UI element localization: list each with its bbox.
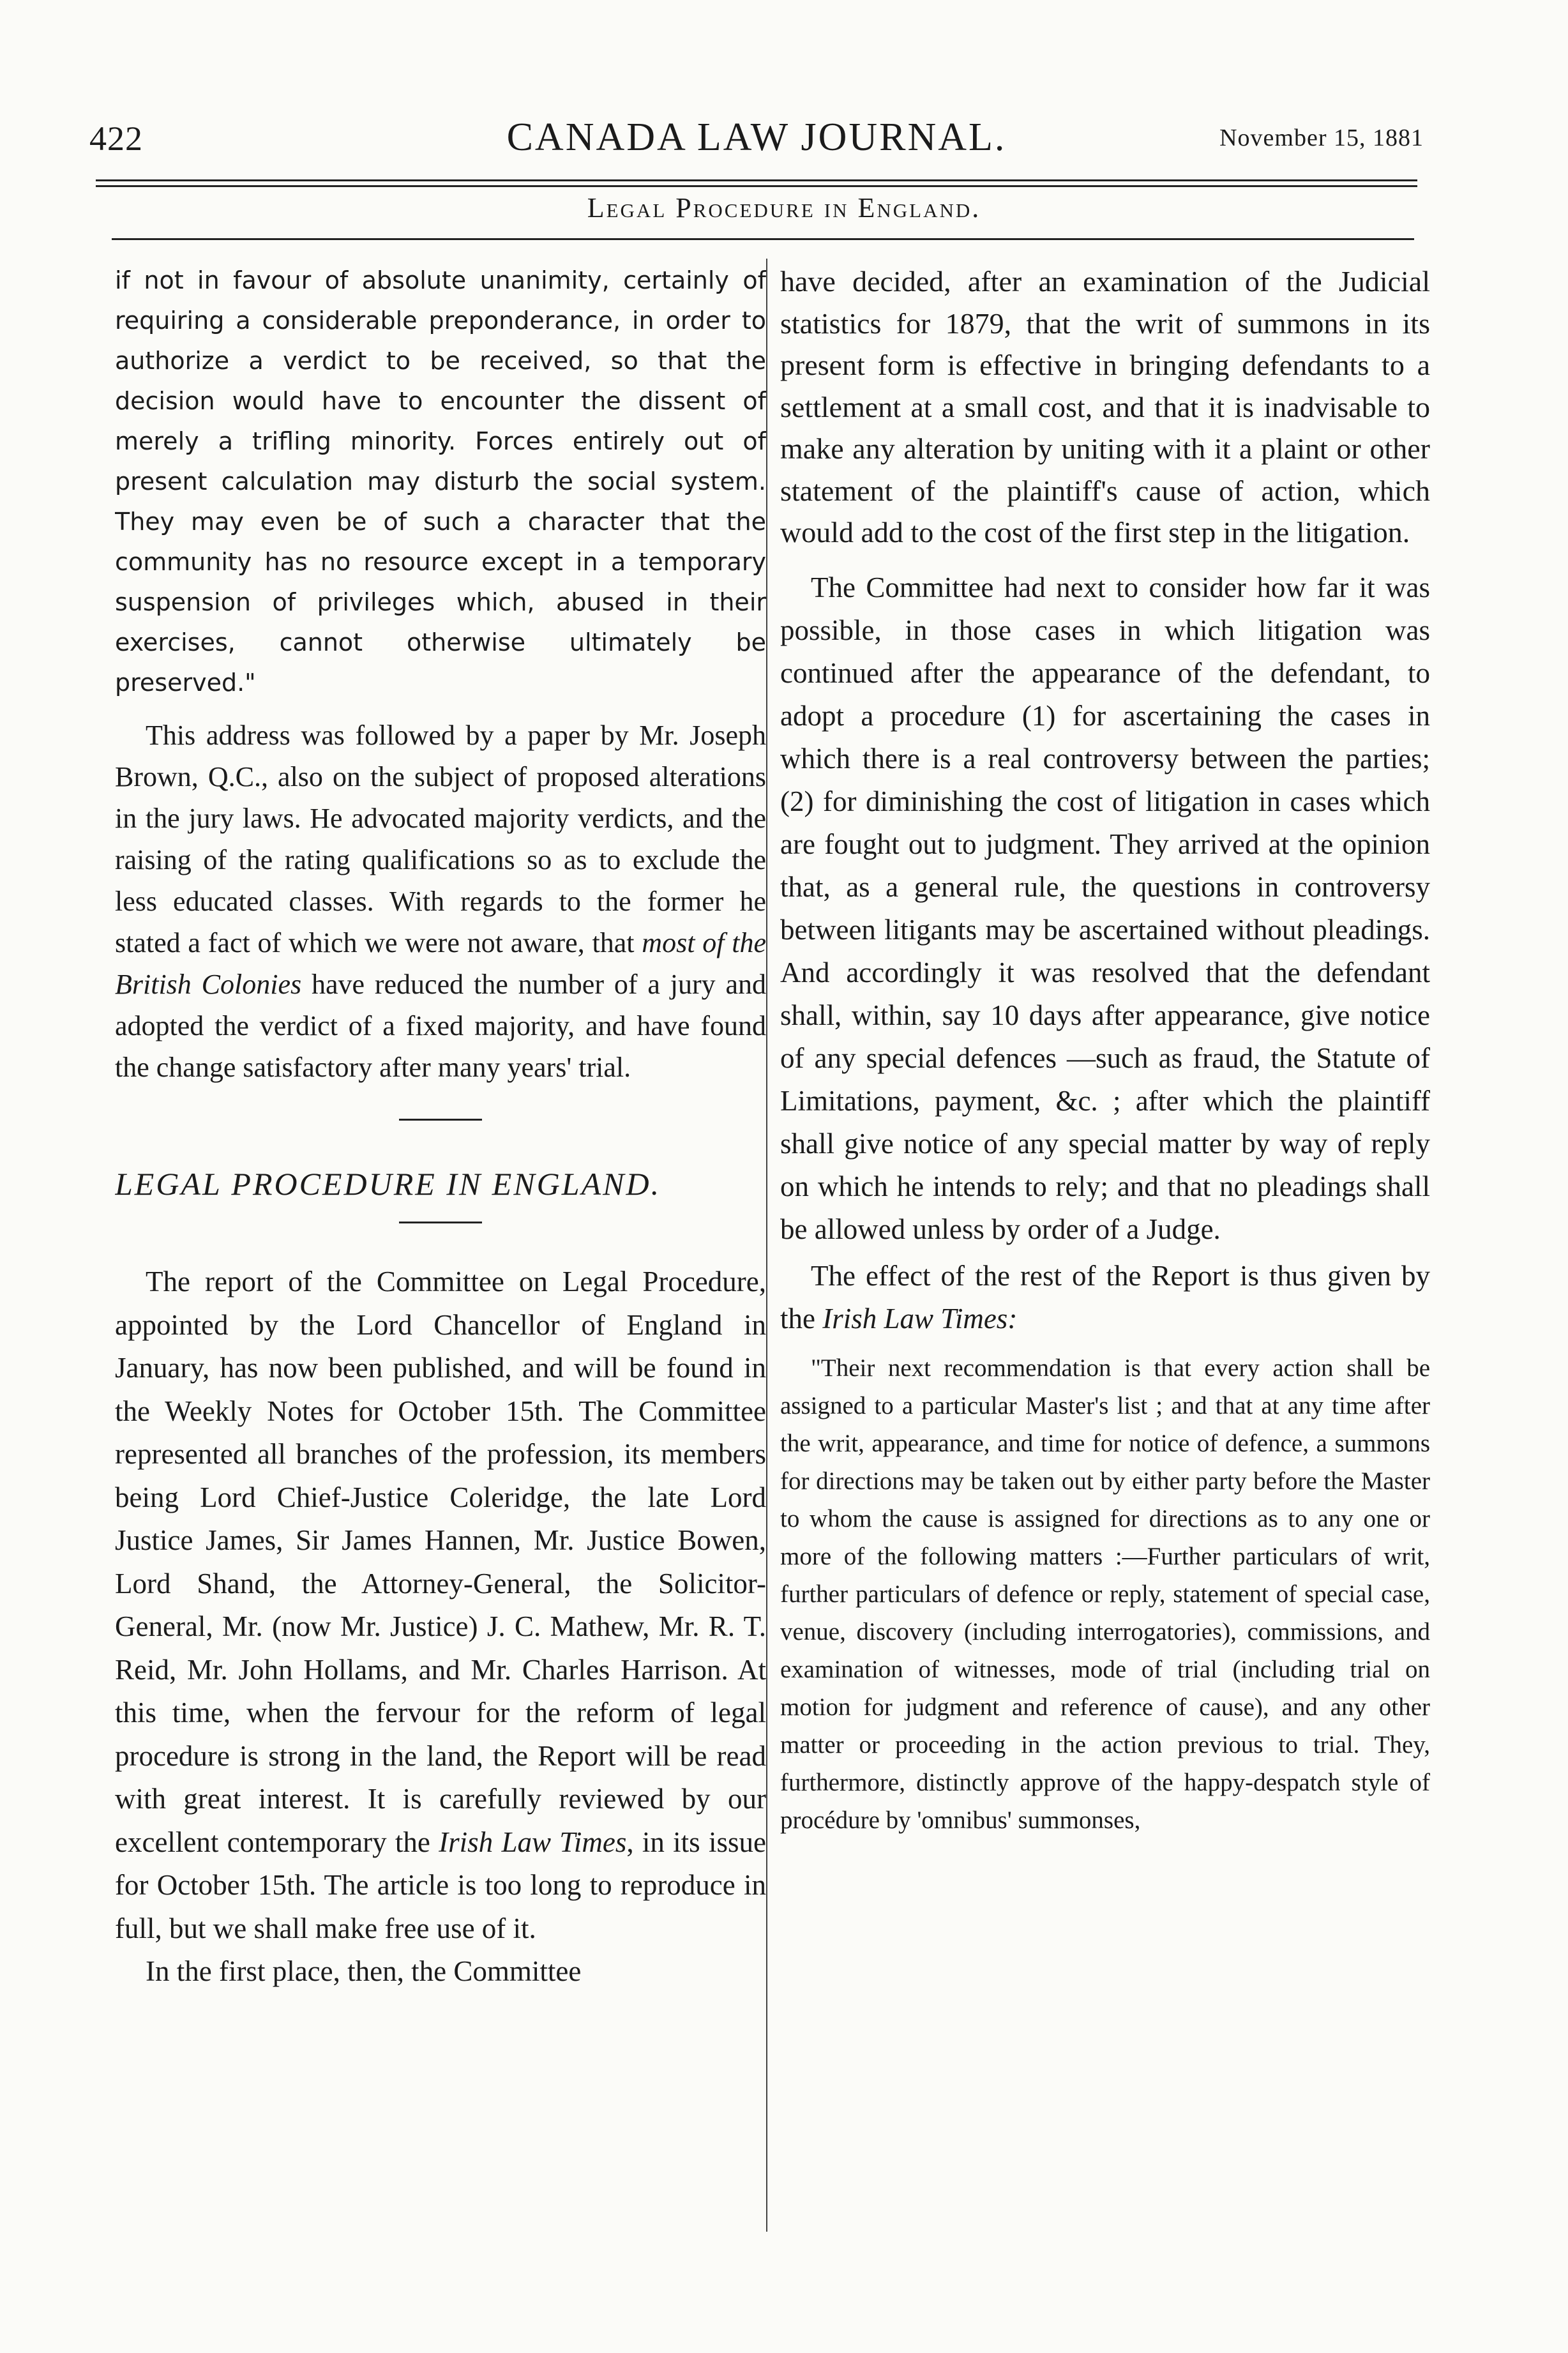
continued-paragraph: if not in favour of absolute unanimity, certainly of requiring a considerable preponderance, in order to authorize a verdict to be received, so that the decision would have to encounter the dissent of merely a trifling minority. Forces entirely out of present calculation may disturb the social system. They may even be of such a character that the community has no resource except in a temporary suspension of privileges which, abused in their exercises, cannot otherwise ultimately be preserved.": [115, 266, 766, 697]
report-paragraph-italic: Irish Law Times: [439, 1826, 627, 1858]
running-head: Legal Procedure in England.: [587, 192, 981, 223]
quote-paragraph: "Their next recommendation is that every action shall be assigned to a particular Master's list ; and that at any time after the writ, appearance, and time for notice of defence, a summons for directions may be taken out by either party before the Master to whom the cause is assigned for directions as to any one or more of the following matters :—Further particulars of writ, further particulars of defence or reply, statement of special case, venue, discovery (including interrogatories), commissions, and examination of witnesses, mode of trial (including trial on motion for judgment and reference of cause), and any other matter or proceeding in the action previous to trial. They, furthermore, distinctly approve of the happy-despatch style of procédure by 'omnibus' summonses,: [780, 1354, 1430, 1834]
issue-date: November 15, 1881: [1219, 125, 1424, 151]
journal-title: CANADA LAW JOURNAL.: [506, 116, 1007, 159]
report-paragraph: [115, 1260, 766, 1950]
heading-underline-rule: [399, 1222, 482, 1223]
running-head-rule: [112, 238, 1414, 240]
column-divider: [766, 259, 767, 2232]
left-column: [115, 261, 766, 2240]
brown-paragraph: [115, 715, 766, 1088]
report-paragraph-start: The report of the Committee on Legal Procedure, appointed by the Lord Chancellor of England in January, has now been published, and will be found in the Weekly Notes for October 15th. The Committee represented all branches of the profession, its members being Lord Chief-Justice Coleridge, the late Lord Justice James, Sir James Hannen, Mr. Justice Bowen, Lord Shand, the Attorney-General, the Solicitor-General, Mr. (now Mr. Justice) J. C. Mathew, Mr. R. T. Reid, Mr. John Hollams, and Mr. Charles Harrison. At this time, when the fervour for the reform of legal procedure is strong in the land, the Report will be read with great interest. It is carefully reviewed by our excellent contemporary the: [115, 1266, 766, 1858]
effect-paragraph: [780, 1255, 1430, 1340]
committee-paragraph: The Committee had next to consider how far it was possible, in those cases in which litigation was continued after the appearance of the defendant, to adopt a procedure (1) for ascertaining the cases in which there is a real controversy between the parties; (2) for diminishing the cost of litigation in cases which are fought out to judgment. They arrived at the opinion that, as a general rule, the questions in controversy between litigants may be ascertained without pleadings. And accordingly it was resolved that the defendant shall, within, say 10 days after appearance, give notice of any special defences —such as fraud, the Statute of Limitations, payment, &c. ; after which the plaintiff shall give notice of any special matter by way of reply on which he intends to rely; and that no pleadings shall be allowed unless by order of a Judge.: [780, 571, 1430, 1245]
page-number: 422: [89, 119, 143, 158]
right-column: [780, 261, 1430, 2240]
writ-paragraph: have decided, after an examination of the Judicial statistics for 1879, that the writ of summons in its present form is effective in bringing defendants to a settlement at a small cost, and that it is inadvisable to make any alteration by uniting with it a plaint or other statement of the plaintiff's cause of action, which would add to the cost of the first step in the litigation.: [780, 265, 1430, 549]
report-paragraph-end: , in its issue for October 15th. The article is too long to reproduce in full, but we shall make free use of it.: [115, 1826, 766, 1944]
brown-paragraph-start: This address was followed by a paper by Mr. Joseph Brown, Q.C., also on the subject of proposed alterations in the jury laws. He advocated majority verdicts, and the raising of the rating qualifications so as to exclude the less educated classes. With regards to the former he stated a fact of which we were not aware, that: [115, 720, 766, 958]
section-heading: LEGAL PROCEDURE IN ENGLAND.: [115, 1166, 661, 1202]
header-rule-top: [96, 179, 1417, 181]
first-place-paragraph: In the first place, then, the Committee: [146, 1955, 582, 1987]
brown-paragraph-italic: most of the British Colonies: [115, 927, 766, 1000]
header-rule-bottom: [96, 185, 1417, 187]
effect-paragraph-start: The effect of the rest of the Report is thus given by the: [780, 1259, 1430, 1335]
section-break-rule: [399, 1119, 482, 1121]
effect-paragraph-italic: Irish Law Times:: [822, 1302, 1018, 1335]
page-header: [89, 115, 1424, 166]
brown-paragraph-end: have reduced the number of a jury and adopted the verdict of a fixed majority, and have found the change satisfactory after many years' trial.: [115, 969, 766, 1083]
